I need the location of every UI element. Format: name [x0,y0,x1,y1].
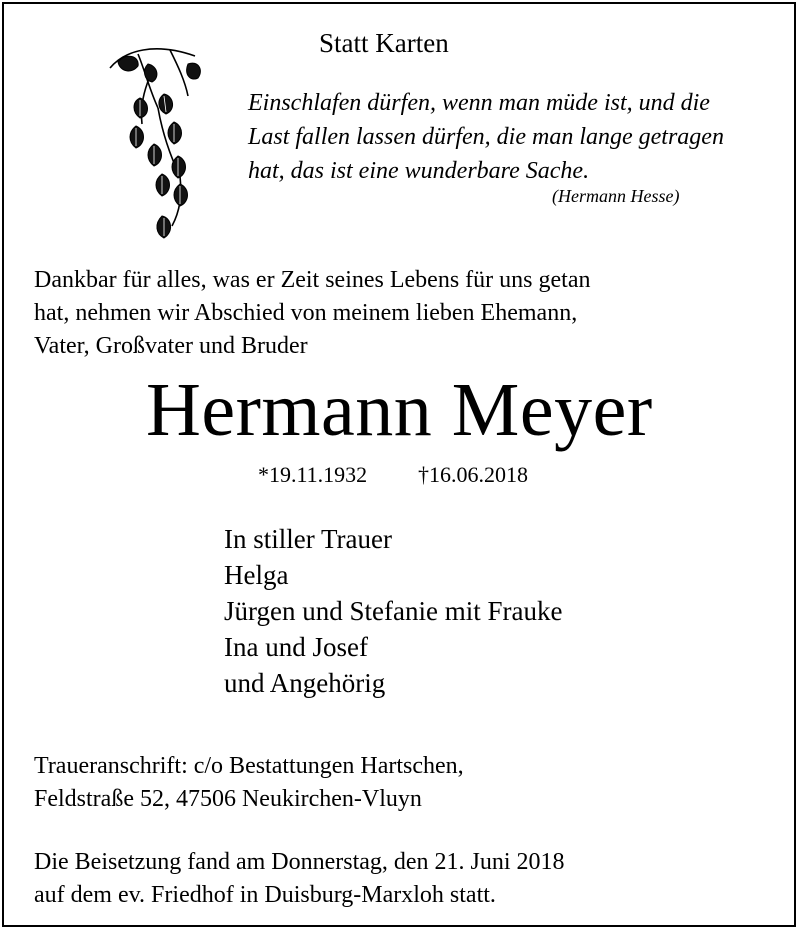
birth-date: *19.11.1932 [258,462,368,487]
poem-quote [248,86,724,188]
mourners-list [224,521,562,701]
birch-branch-icon [100,36,215,251]
funeral-line: Die Beisetzung fand am Donnerstag, den 21. Juni 2018 [34,849,565,875]
poem-line: Einschlafen dürfen, wenn man müde ist, und die [248,90,710,116]
mourners-line: Jürgen und Stefanie mit Frauke [224,596,563,626]
mourning-address [34,750,464,816]
funeral-line: auf dem ev. Friedhof in Duisburg-Marxloh statt. [34,882,496,908]
intro-line: Vater, Großvater und Bruder [34,333,308,359]
deceased-name: Hermann Meyer [146,368,653,452]
poem-author: (Hermann Hesse) [552,186,680,206]
mourners-line: Helga [224,560,289,590]
header-title: Statt Karten [319,28,449,58]
funeral-info [34,846,565,912]
poem-line: hat, das ist eine wunderbare Sache. [248,158,590,184]
death-date: †16.06.2018 [418,462,528,487]
mourners-line: In stiller Trauer [224,524,392,554]
intro-text [34,264,590,363]
intro-line: Dankbar für alles, was er Zeit seines Lebens für uns getan [34,267,591,293]
intro-line: hat, nehmen wir Abschied von meinem lieben Ehemann, [34,300,578,326]
address-line: Feldstraße 52, 47506 Neukirchen-Vluyn [34,786,422,812]
address-line: Traueranschrift: c/o Bestattungen Hartschen, [34,753,464,779]
mourners-line: und Angehörig [224,668,386,698]
mourners-line: Ina und Josef [224,632,368,662]
poem-line: Last fallen lassen dürfen, die man lange getragen [248,124,724,150]
